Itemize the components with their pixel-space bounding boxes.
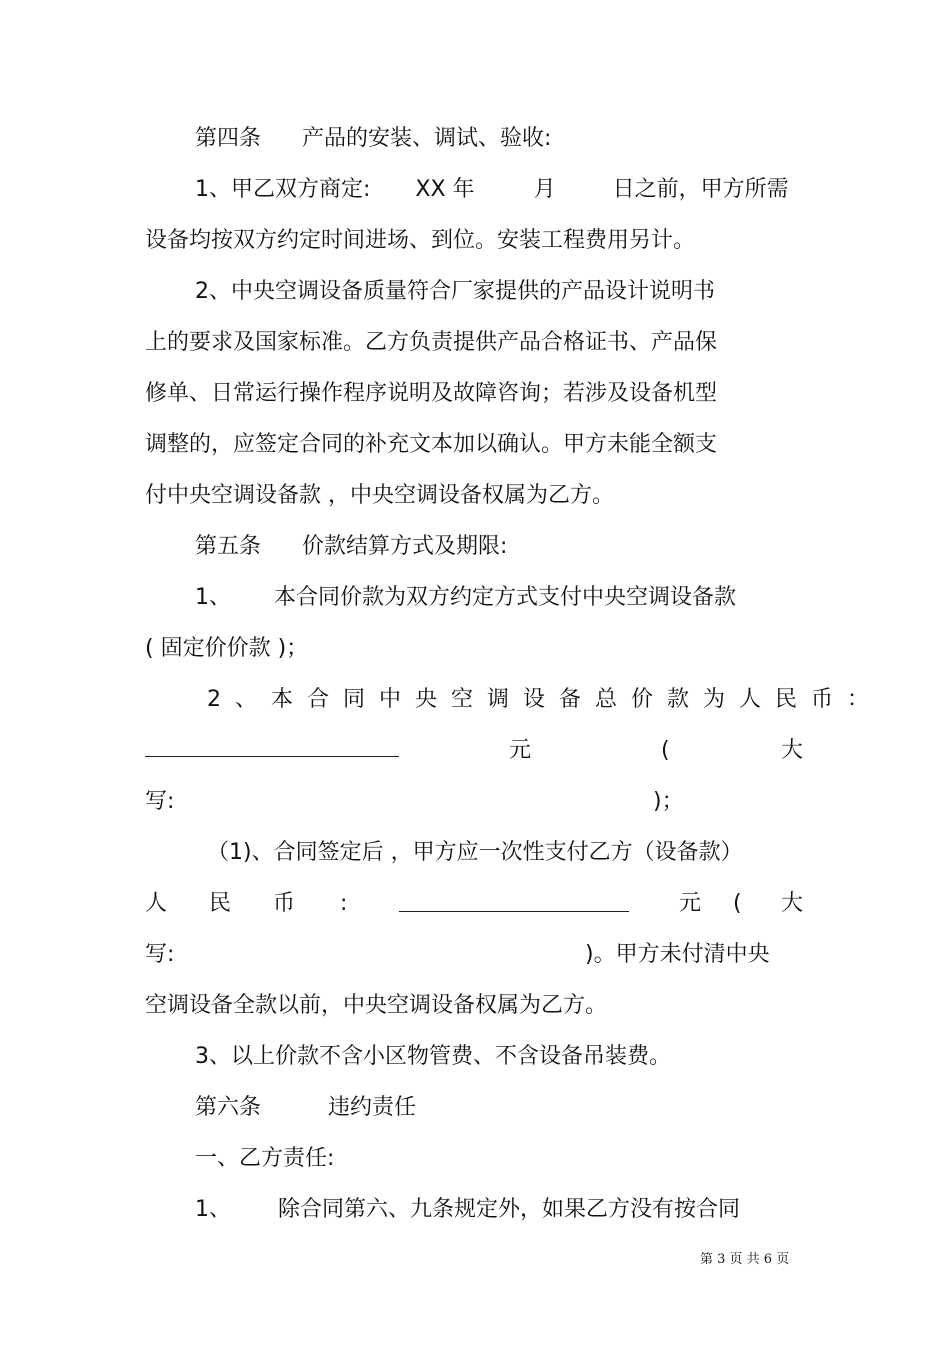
paragraph-line: 空调设备全款以前，中央空调设备权属为乙方。 <box>145 993 608 1018</box>
paragraph-line: （1)、合同签定后 ，甲方应一次性支付乙方（设备款） <box>207 840 743 865</box>
clause-text: 除合同第六、九条规定外，如果乙方没有按合同 <box>278 1197 741 1222</box>
xie-label: 写: <box>145 942 175 967</box>
paren-open: ( <box>661 738 670 763</box>
clause-text: 本合同价款为双方约定方式支付中央空调设备款 <box>274 585 737 610</box>
colon-char: : <box>340 891 348 916</box>
yuan-label: 元 <box>679 891 702 916</box>
article-number: 第四条 <box>195 126 262 151</box>
xie-label: 写: <box>145 789 175 814</box>
article-4-heading <box>195 124 551 154</box>
yuan-label: 元 <box>509 738 532 763</box>
paren-close: )。甲方未付清中央 <box>585 942 770 967</box>
article-number: 第六条 <box>195 1095 262 1120</box>
paragraph <box>195 1195 740 1225</box>
paragraph-line: 修单、日常运行操作程序说明及故障咨询；若涉及设备机型 <box>145 381 718 406</box>
paragraph-line: 付中央空调设备款 ，中央空调设备权属为乙方。 <box>145 483 614 508</box>
article-title: 产品的安装、调试、验收: <box>302 126 552 151</box>
paragraph-line: 上的要求及国家标准。乙方负责提供产品合格证书、产品保 <box>145 330 718 355</box>
article-5-heading <box>195 532 507 562</box>
ren-char: 人 <box>145 891 168 916</box>
paragraph-line: ( 固定价价款 )； <box>145 636 309 661</box>
paragraph <box>195 175 789 205</box>
clause-number: 1、 <box>195 585 231 610</box>
amount-words-line <box>145 940 805 970</box>
paragraph-line: 3、以上价款不含小区物管费、不含设备吊装费。 <box>195 1044 671 1069</box>
da-label: 大 <box>781 891 804 916</box>
article-6-heading <box>195 1093 416 1123</box>
page-footer: 第 3 页 共 6 页 <box>700 1252 790 1267</box>
da-label: 大 <box>781 738 804 763</box>
amount-blank <box>399 893 629 912</box>
article-title: 违约责任 <box>328 1095 417 1120</box>
min-char: 民 <box>209 891 232 916</box>
bi-char: 币 <box>273 891 296 916</box>
clause-number: 1、 <box>195 1197 231 1222</box>
amount-blank <box>145 738 399 757</box>
paragraph-line: 调整的，应签定合同的补充文本加以确认。甲方未能全额支 <box>145 432 718 457</box>
clause-text: 日之前，甲方所需 <box>612 177 789 202</box>
paren-open: ( <box>733 891 742 916</box>
clause-text: 1、甲乙双方商定: <box>195 177 371 202</box>
paragraph <box>195 583 736 613</box>
paragraph-line: 设备均按双方约定时间进场、到位。安装工程费用另计。 <box>145 228 696 253</box>
paragraph-line: 2、本合同中央空调设备总价款为人民币： <box>207 687 883 712</box>
paragraph-line: 2、中央空调设备质量符合厂家提供的产品设计说明书 <box>195 279 715 304</box>
article-title: 价款结算方式及期限: <box>302 534 508 559</box>
amount-words-line <box>145 787 805 817</box>
article-number: 第五条 <box>195 534 262 559</box>
paragraph-line: 一、乙方责任: <box>195 1146 335 1171</box>
month-field: 月 <box>533 177 556 202</box>
amount-line <box>145 736 805 766</box>
amount-line <box>145 889 805 919</box>
year-field: XX 年 <box>415 177 475 202</box>
paren-close: )； <box>653 789 684 814</box>
